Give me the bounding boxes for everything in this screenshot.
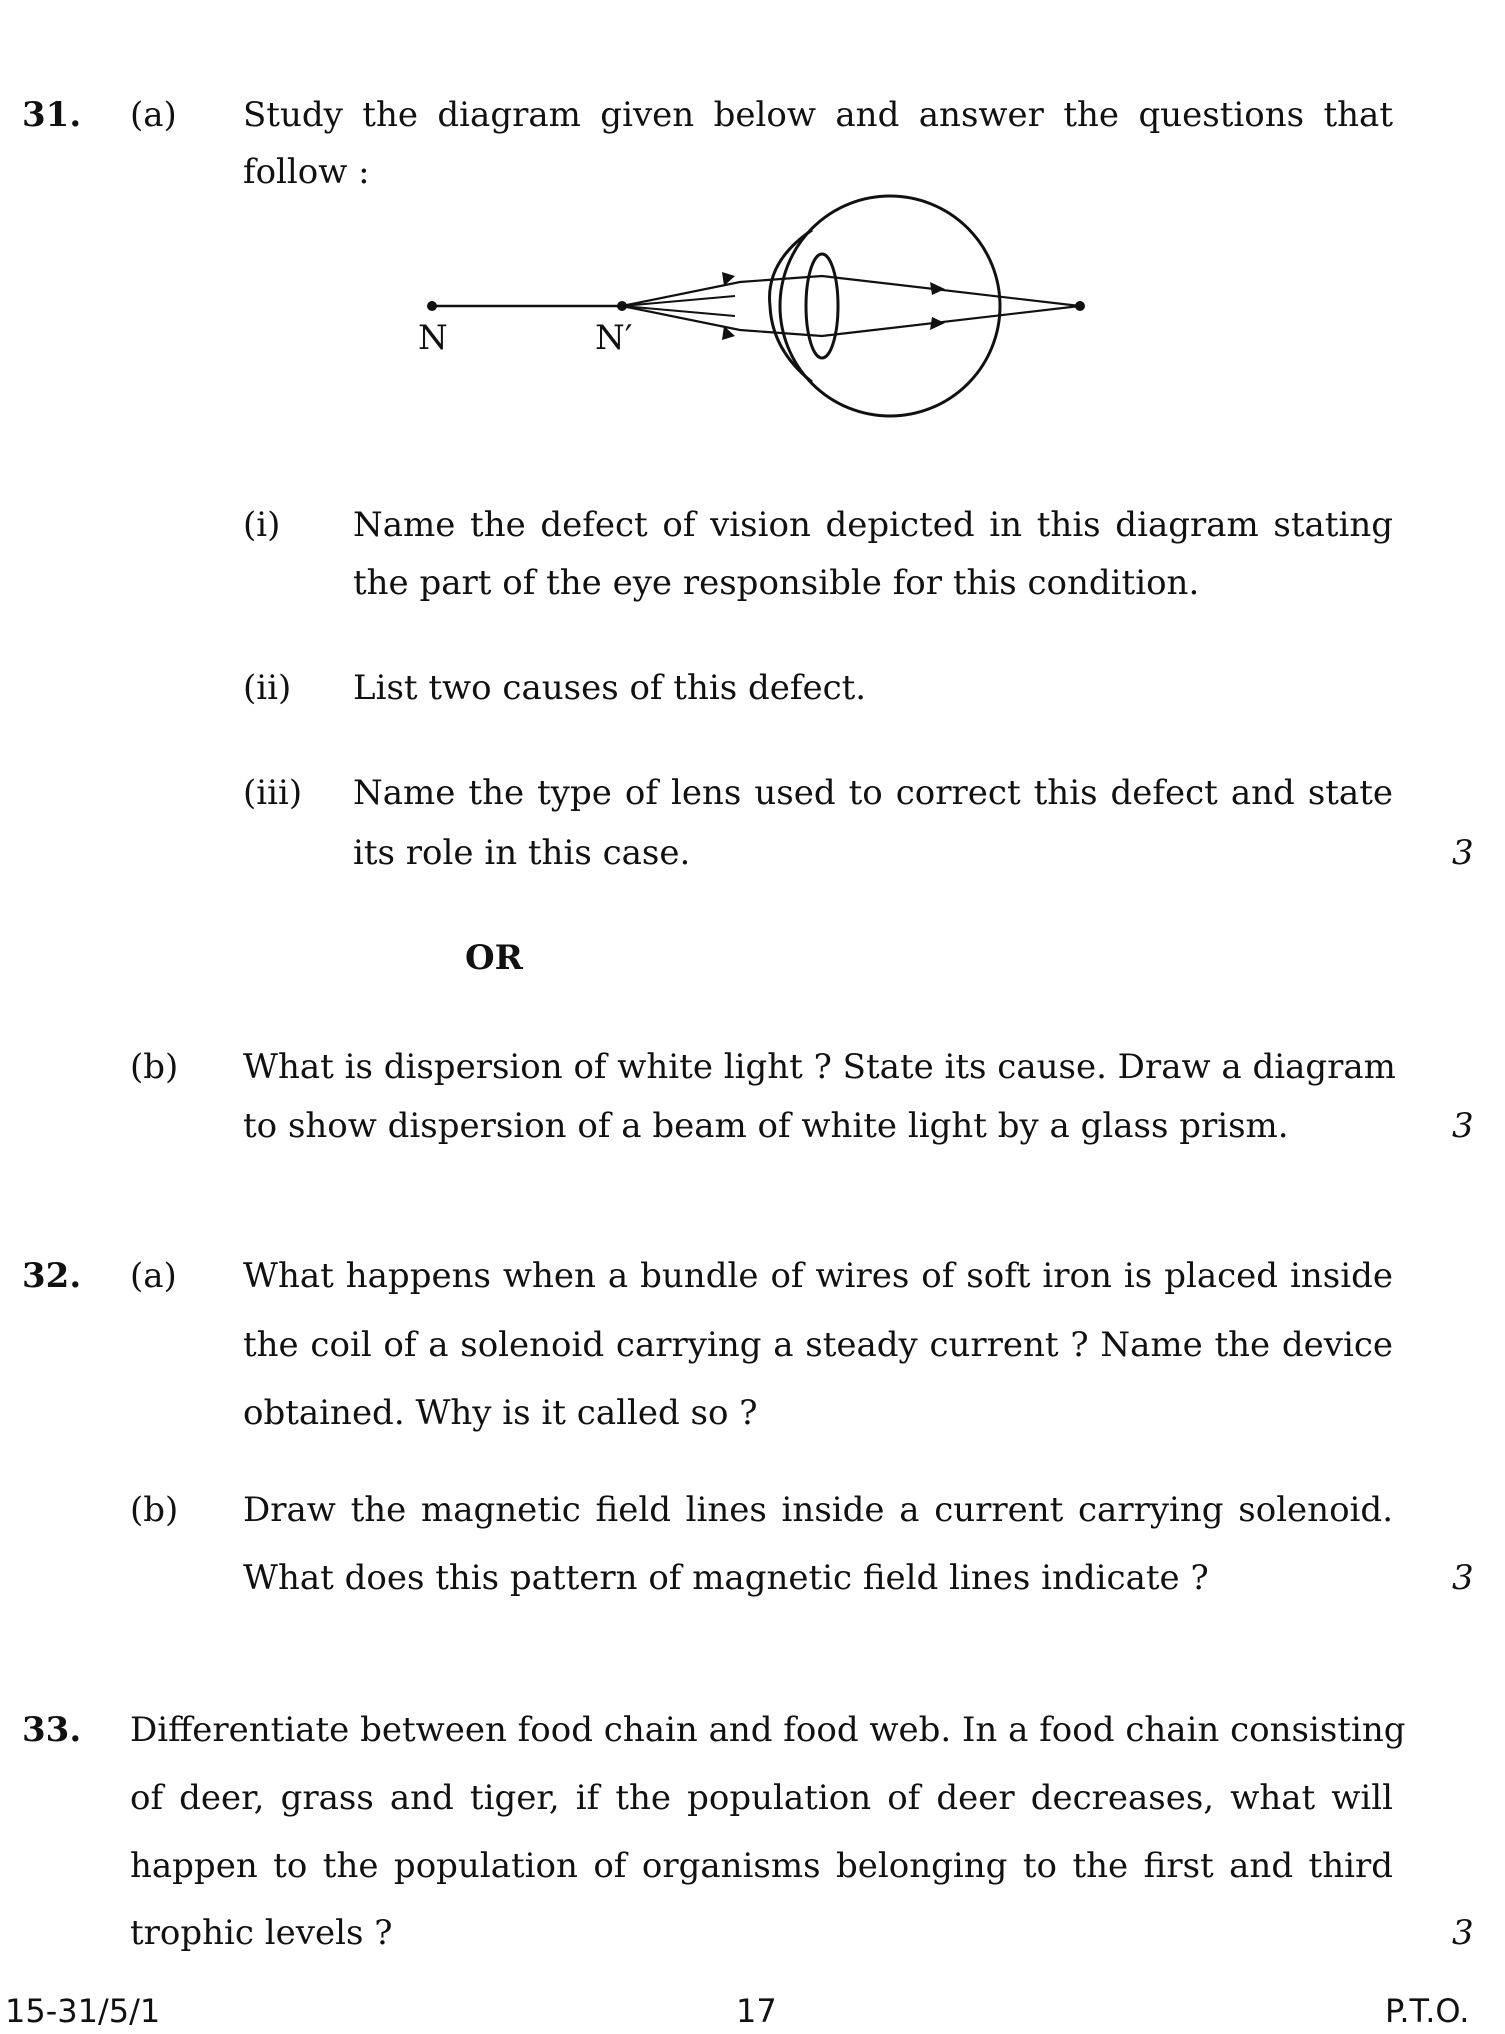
arrowhead-lower-right xyxy=(930,317,945,330)
q31a-marks: 3 xyxy=(1452,833,1474,873)
or-separator: OR xyxy=(465,938,523,978)
q32-marks: 3 xyxy=(1452,1558,1474,1598)
q31a-intro-line2: follow : xyxy=(243,152,370,192)
sub-iii-line2: its role in this case. xyxy=(353,833,691,873)
q31a-intro-line1: Study the diagram given below and answer the questions that xyxy=(243,95,1393,135)
eyeball-outline xyxy=(780,196,1000,416)
question-number-33: 33. xyxy=(22,1710,82,1750)
point-n-label: N xyxy=(418,318,448,358)
q32a-line2: the coil of a solenoid carrying a steady current ? Name the device xyxy=(243,1325,1393,1365)
q31b-marks: 3 xyxy=(1452,1106,1474,1146)
arrowhead-upper-right xyxy=(930,282,945,295)
q33-line4: trophic levels ? xyxy=(130,1913,393,1953)
sub-ii-label: (ii) xyxy=(243,668,292,708)
upper-inner-ray xyxy=(622,296,735,306)
point-n-prime-label: N′ xyxy=(595,318,633,358)
q33-line2: of deer, grass and tiger, if the population of deer decreases, what will xyxy=(130,1778,1393,1818)
point-n-dot xyxy=(427,301,437,311)
q33-line3: happen to the population of organisms belonging to the first and third xyxy=(130,1846,1393,1886)
q33-marks: 3 xyxy=(1452,1913,1474,1953)
q32b-line1: Draw the magnetic field lines inside a current carrying solenoid. xyxy=(243,1490,1393,1530)
question-number-31: 31. xyxy=(22,95,82,135)
page-number: 17 xyxy=(736,1992,777,2030)
please-turn-over: P.T.O. xyxy=(1385,1992,1470,2030)
q32a-line3: obtained. Why is it called so ? xyxy=(243,1393,758,1433)
q33-line1: Differentiate between food chain and food web. In a food chain consisting xyxy=(130,1710,1406,1750)
upper-ray xyxy=(622,276,1080,306)
sub-iii-line1: Name the type of lens used to correct this defect and state xyxy=(353,773,1393,813)
sub-i-line2: the part of the eye responsible for this condition. xyxy=(353,563,1200,603)
lower-ray xyxy=(622,306,1080,336)
q32-part-b-label: (b) xyxy=(130,1490,179,1530)
myopia-eye-diagram xyxy=(400,185,1100,455)
question-number-32: 32. xyxy=(22,1256,82,1296)
eye-lens xyxy=(806,254,838,358)
image-point-dot xyxy=(1075,301,1085,311)
part-a-label: (a) xyxy=(130,95,177,135)
q32b-line2: What does this pattern of magnetic field lines indicate ? xyxy=(243,1558,1209,1598)
lower-inner-ray xyxy=(622,306,735,316)
q32-part-a-label: (a) xyxy=(130,1256,177,1296)
q32a-line1: What happens when a bundle of wires of soft iron is placed inside xyxy=(243,1256,1393,1296)
sub-ii-line1: List two causes of this defect. xyxy=(353,668,867,708)
sub-iii-label: (iii) xyxy=(243,773,303,813)
sub-i-label: (i) xyxy=(243,505,281,545)
q31b-line1: What is dispersion of white light ? State its cause. Draw a diagram xyxy=(243,1047,1396,1087)
sub-i-line1: Name the defect of vision depicted in this diagram stating xyxy=(353,505,1393,545)
paper-code: 15-31/5/1 xyxy=(5,1992,161,2030)
part-b-label: (b) xyxy=(130,1047,179,1087)
q31b-line2: to show dispersion of a beam of white light by a glass prism. xyxy=(243,1106,1289,1146)
